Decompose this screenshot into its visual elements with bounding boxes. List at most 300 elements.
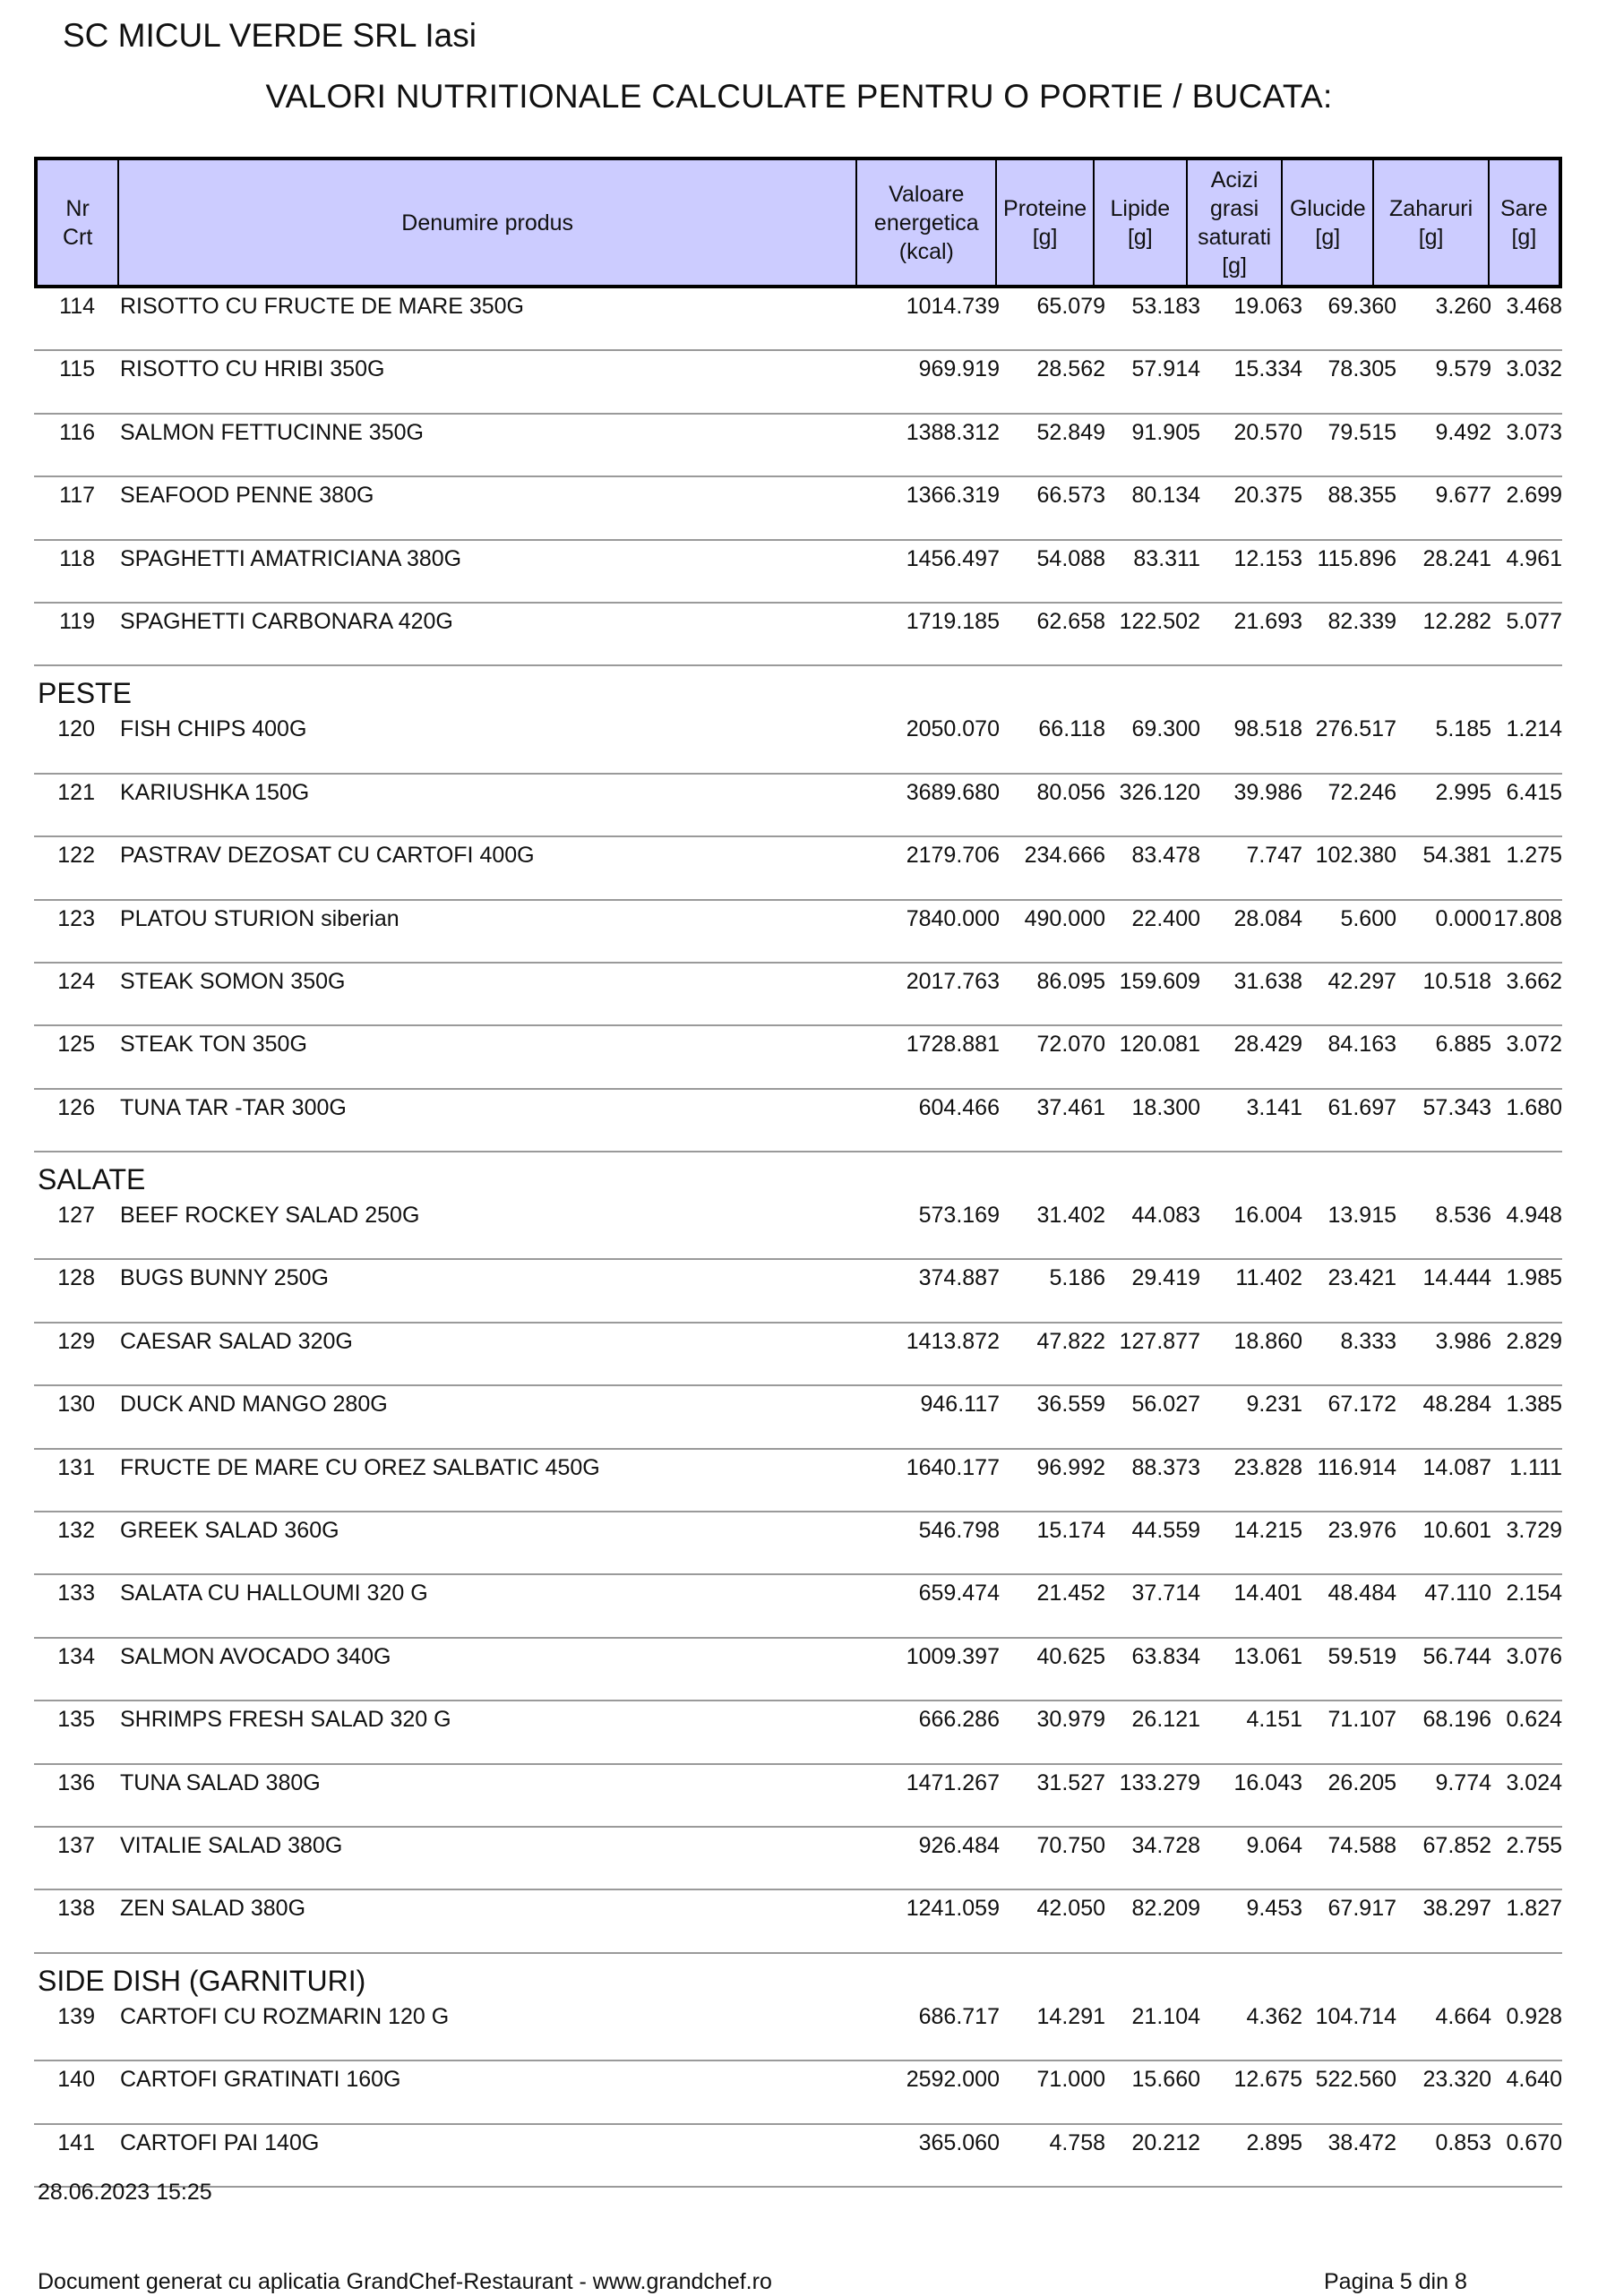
energy-kcal: 7840.000 bbox=[906, 905, 1000, 931]
column-header-line: Proteine bbox=[1003, 195, 1087, 221]
table-row bbox=[34, 2061, 1562, 2124]
sugars-value: 10.518 bbox=[1422, 968, 1491, 994]
protein-value: 80.056 bbox=[1036, 779, 1105, 805]
column-header-energy bbox=[856, 158, 996, 287]
lipids-value: 56.027 bbox=[1131, 1392, 1200, 1418]
product-name: SPAGHETTI AMATRICIANA 380G bbox=[120, 545, 462, 571]
sugars-value: 56.744 bbox=[1422, 1643, 1491, 1669]
energy-kcal: 2050.070 bbox=[906, 716, 1000, 742]
saturated-fat-value: 3.141 bbox=[1246, 1094, 1302, 1120]
protein-value: 66.118 bbox=[1038, 716, 1105, 742]
product-name: VITALIE SALAD 380G bbox=[120, 1832, 343, 1858]
carbs-value: 59.519 bbox=[1327, 1643, 1396, 1669]
protein-value: 36.559 bbox=[1036, 1392, 1105, 1418]
carbs-value: 72.246 bbox=[1327, 779, 1396, 805]
lipids-value: 22.400 bbox=[1131, 905, 1200, 931]
sugars-value: 47.110 bbox=[1424, 1581, 1491, 1606]
carbs-value: 102.380 bbox=[1315, 843, 1396, 869]
table-row bbox=[34, 775, 1562, 837]
table-row bbox=[34, 711, 1562, 774]
energy-kcal: 2592.000 bbox=[906, 2067, 1000, 2093]
column-header-lipids bbox=[1094, 158, 1187, 287]
table-row bbox=[34, 1386, 1562, 1449]
energy-kcal: 969.919 bbox=[918, 356, 1000, 382]
lipids-value: 63.834 bbox=[1131, 1643, 1200, 1669]
table-row bbox=[34, 1026, 1562, 1089]
table-header bbox=[34, 157, 1562, 288]
column-header-line: Zaharuri bbox=[1389, 195, 1473, 221]
salt-value: 1.275 bbox=[1506, 843, 1562, 869]
sugars-value: 23.320 bbox=[1422, 2067, 1491, 2093]
sugars-value: 14.444 bbox=[1422, 1265, 1491, 1291]
table-row bbox=[34, 1324, 1562, 1386]
energy-kcal: 2179.706 bbox=[906, 843, 1000, 869]
energy-kcal: 365.060 bbox=[918, 2129, 1000, 2155]
sugars-value: 0.853 bbox=[1435, 2129, 1491, 2155]
salt-value: 3.662 bbox=[1506, 968, 1562, 994]
table-row bbox=[34, 1090, 1562, 1152]
energy-kcal: 1388.312 bbox=[906, 419, 1000, 445]
saturated-fat-value: 16.004 bbox=[1233, 1203, 1302, 1229]
table-row bbox=[34, 964, 1562, 1026]
energy-kcal: 573.169 bbox=[918, 1203, 1000, 1229]
salt-value: 0.670 bbox=[1506, 2129, 1562, 2155]
sugars-value: 3.260 bbox=[1435, 294, 1491, 319]
carbs-value: 79.515 bbox=[1327, 419, 1396, 445]
row-number: 128 bbox=[57, 1265, 95, 1291]
row-number: 124 bbox=[57, 968, 95, 994]
lipids-value: 80.134 bbox=[1131, 483, 1200, 509]
row-number: 116 bbox=[59, 419, 95, 445]
product-name: CARTOFI PAI 140G bbox=[120, 2129, 320, 2155]
document-title: VALORI NUTRITIONALE CALCULATE PENTRU O PORTIE / BUCATA: bbox=[265, 78, 1333, 115]
energy-kcal: 374.887 bbox=[918, 1265, 1000, 1291]
energy-kcal: 946.117 bbox=[920, 1392, 1000, 1418]
column-header-sugars bbox=[1373, 158, 1488, 287]
column-header-line: Valoare bbox=[889, 181, 965, 207]
saturated-fat-value: 4.151 bbox=[1246, 1707, 1302, 1733]
saturated-fat-value: 19.063 bbox=[1233, 294, 1302, 319]
product-name: CARTOFI CU ROZMARIN 120 G bbox=[120, 2003, 450, 2029]
page-number: Pagina 5 din 8 bbox=[1324, 2269, 1467, 2294]
carbs-value: 104.714 bbox=[1315, 2003, 1396, 2029]
table-row bbox=[34, 1890, 1562, 1953]
saturated-fat-value: 12.675 bbox=[1233, 2067, 1302, 2093]
sugars-value: 28.241 bbox=[1422, 545, 1491, 571]
saturated-fat-value: 39.986 bbox=[1233, 779, 1302, 805]
lipids-value: 326.120 bbox=[1119, 779, 1200, 805]
row-number: 129 bbox=[57, 1328, 95, 1354]
table-row bbox=[34, 1765, 1562, 1828]
saturated-fat-value: 9.231 bbox=[1246, 1392, 1302, 1418]
protein-value: 52.849 bbox=[1036, 419, 1105, 445]
row-number: 123 bbox=[57, 905, 95, 931]
product-name: SALATA CU HALLOUMI 320 G bbox=[120, 1581, 428, 1606]
protein-value: 490.000 bbox=[1024, 905, 1105, 931]
column-header-line: Crt bbox=[62, 224, 93, 250]
energy-kcal: 926.484 bbox=[918, 1832, 1000, 1858]
row-number: 136 bbox=[57, 1769, 95, 1795]
salt-value: 1.214 bbox=[1506, 716, 1562, 742]
product-name: CARTOFI GRATINATI 160G bbox=[120, 2067, 401, 2093]
company-name: SC MICUL VERDE SRL Iasi bbox=[63, 17, 477, 54]
lipids-value: 120.081 bbox=[1119, 1032, 1200, 1058]
saturated-fat-value: 15.334 bbox=[1233, 356, 1302, 382]
protein-value: 31.402 bbox=[1036, 1203, 1105, 1229]
table-row bbox=[34, 1260, 1562, 1323]
salt-value: 1.680 bbox=[1506, 1094, 1562, 1120]
product-name: FISH CHIPS 400G bbox=[120, 716, 307, 742]
footer-generated-text: Document generat cu aplicatia GrandChef-Restaurant - www.grandchef.ro bbox=[38, 2269, 772, 2294]
saturated-fat-value: 9.064 bbox=[1246, 1832, 1302, 1858]
column-header-line: Acizi bbox=[1210, 167, 1259, 193]
table-row bbox=[34, 1575, 1562, 1638]
section-header bbox=[34, 666, 1562, 711]
product-name: KARIUSHKA 150G bbox=[120, 779, 310, 805]
saturated-fat-value: 18.860 bbox=[1233, 1328, 1302, 1354]
lipids-value: 82.209 bbox=[1131, 1896, 1200, 1922]
row-number: 118 bbox=[59, 545, 95, 571]
lipids-value: 57.914 bbox=[1131, 356, 1200, 382]
carbs-value: 116.914 bbox=[1317, 1454, 1396, 1480]
carbs-value: 82.339 bbox=[1327, 608, 1396, 634]
lipids-value: 15.660 bbox=[1131, 2067, 1200, 2093]
sugars-value: 9.774 bbox=[1435, 1769, 1491, 1795]
carbs-value: 5.600 bbox=[1340, 905, 1396, 931]
product-name: PLATOU STURION siberian bbox=[120, 905, 400, 931]
carbs-value: 74.588 bbox=[1327, 1832, 1396, 1858]
table-row bbox=[34, 2125, 1562, 2188]
product-name: SPAGHETTI CARBONARA 420G bbox=[120, 608, 453, 634]
carbs-value: 67.172 bbox=[1327, 1392, 1396, 1418]
column-header-name bbox=[118, 158, 856, 287]
product-name: STEAK TON 350G bbox=[120, 1032, 307, 1058]
column-header-line: [g] bbox=[1032, 224, 1058, 250]
carbs-value: 522.560 bbox=[1315, 2067, 1396, 2093]
protein-value: 65.079 bbox=[1036, 294, 1105, 319]
protein-value: 71.000 bbox=[1036, 2067, 1105, 2093]
carbs-value: 48.484 bbox=[1327, 1581, 1396, 1606]
salt-value: 2.699 bbox=[1506, 483, 1562, 509]
saturated-fat-value: 14.215 bbox=[1233, 1518, 1302, 1544]
row-number: 133 bbox=[57, 1581, 95, 1606]
section-title: PESTE bbox=[38, 677, 132, 710]
protein-value: 72.070 bbox=[1036, 1032, 1105, 1058]
product-name: SHRIMPS FRESH SALAD 320 G bbox=[120, 1707, 451, 1733]
table-row bbox=[34, 1197, 1562, 1260]
product-name: SEAFOOD PENNE 380G bbox=[120, 483, 374, 509]
section-header bbox=[34, 1152, 1562, 1197]
sugars-value: 68.196 bbox=[1422, 1707, 1491, 1733]
column-header-line: Denumire produs bbox=[401, 210, 574, 236]
energy-kcal: 1471.267 bbox=[906, 1769, 1000, 1795]
lipids-value: 83.311 bbox=[1133, 545, 1200, 571]
lipids-value: 83.478 bbox=[1131, 843, 1200, 869]
energy-kcal: 686.717 bbox=[918, 2003, 1000, 2029]
table-row bbox=[34, 1999, 1562, 2061]
table-row bbox=[34, 541, 1562, 604]
carbs-value: 42.297 bbox=[1327, 968, 1396, 994]
sugars-value: 3.986 bbox=[1435, 1328, 1491, 1354]
product-name: SALMON FETTUCINNE 350G bbox=[120, 419, 424, 445]
salt-value: 6.415 bbox=[1506, 779, 1562, 805]
carbs-value: 276.517 bbox=[1315, 716, 1396, 742]
saturated-fat-value: 20.570 bbox=[1233, 419, 1302, 445]
section-title: SIDE DISH (GARNITURI) bbox=[38, 1964, 366, 1997]
saturated-fat-value: 98.518 bbox=[1233, 716, 1302, 742]
row-number: 126 bbox=[57, 1094, 95, 1120]
energy-kcal: 1413.872 bbox=[906, 1328, 1000, 1354]
lipids-value: 37.714 bbox=[1131, 1581, 1200, 1606]
salt-value: 1.111 bbox=[1509, 1454, 1562, 1480]
protein-value: 70.750 bbox=[1036, 1832, 1105, 1858]
column-header-line: Glucide bbox=[1289, 195, 1366, 221]
energy-kcal: 1728.881 bbox=[906, 1032, 1000, 1058]
carbs-value: 23.421 bbox=[1327, 1265, 1396, 1291]
column-header-protein bbox=[996, 158, 1093, 287]
product-name: DUCK AND MANGO 280G bbox=[120, 1392, 388, 1418]
row-number: 114 bbox=[59, 294, 95, 319]
salt-value: 3.024 bbox=[1506, 1769, 1562, 1795]
lipids-value: 53.183 bbox=[1131, 294, 1200, 319]
lipids-value: 133.279 bbox=[1119, 1769, 1200, 1795]
energy-kcal: 1009.397 bbox=[906, 1643, 1000, 1669]
salt-value: 3.032 bbox=[1506, 356, 1562, 382]
protein-value: 4.758 bbox=[1049, 2129, 1105, 2155]
product-name: ZEN SALAD 380G bbox=[120, 1896, 306, 1922]
energy-kcal: 1456.497 bbox=[906, 545, 1000, 571]
table-row bbox=[34, 1701, 1562, 1764]
sugars-value: 9.492 bbox=[1435, 419, 1491, 445]
protein-value: 5.186 bbox=[1049, 1265, 1105, 1291]
sugars-value: 57.343 bbox=[1422, 1094, 1491, 1120]
row-number: 139 bbox=[57, 2003, 95, 2029]
product-name: BUGS BUNNY 250G bbox=[120, 1265, 329, 1291]
protein-value: 31.527 bbox=[1036, 1769, 1105, 1795]
column-header-line: [g] bbox=[1511, 224, 1537, 250]
sugars-value: 4.664 bbox=[1435, 2003, 1491, 2029]
protein-value: 42.050 bbox=[1036, 1896, 1105, 1922]
protein-value: 14.291 bbox=[1036, 2003, 1105, 2029]
saturated-fat-value: 11.402 bbox=[1235, 1265, 1302, 1291]
protein-value: 28.562 bbox=[1036, 356, 1105, 382]
saturated-fat-value: 20.375 bbox=[1233, 483, 1302, 509]
saturated-fat-value: 28.429 bbox=[1233, 1032, 1302, 1058]
salt-value: 2.154 bbox=[1506, 1581, 1562, 1606]
column-header-line: [g] bbox=[1127, 224, 1153, 250]
protein-value: 40.625 bbox=[1036, 1643, 1105, 1669]
salt-value: 0.624 bbox=[1506, 1707, 1562, 1733]
row-number: 137 bbox=[57, 1832, 95, 1858]
protein-value: 54.088 bbox=[1036, 545, 1105, 571]
salt-value: 3.076 bbox=[1506, 1643, 1562, 1669]
salt-value: 2.755 bbox=[1506, 1832, 1562, 1858]
energy-kcal: 1014.739 bbox=[906, 294, 1000, 319]
row-number: 134 bbox=[57, 1643, 95, 1669]
sugars-value: 38.297 bbox=[1422, 1896, 1491, 1922]
product-name: RISOTTO CU FRUCTE DE MARE 350G bbox=[120, 294, 524, 319]
carbs-value: 69.360 bbox=[1327, 294, 1396, 319]
row-number: 131 bbox=[57, 1454, 95, 1480]
row-number: 138 bbox=[57, 1896, 95, 1922]
salt-value: 3.729 bbox=[1506, 1518, 1562, 1544]
product-name: GREEK SALAD 360G bbox=[120, 1518, 339, 1544]
lipids-value: 127.877 bbox=[1119, 1328, 1200, 1354]
saturated-fat-value: 14.401 bbox=[1233, 1581, 1302, 1606]
column-header-line: [g] bbox=[1418, 224, 1444, 250]
row-number: 115 bbox=[59, 356, 95, 382]
energy-kcal: 659.474 bbox=[918, 1581, 1000, 1606]
carbs-value: 38.472 bbox=[1327, 2129, 1396, 2155]
salt-value: 1.985 bbox=[1506, 1265, 1562, 1291]
column-header-line: Nr bbox=[65, 195, 90, 221]
row-number: 127 bbox=[57, 1203, 95, 1229]
carbs-value: 67.917 bbox=[1327, 1896, 1396, 1922]
table-row bbox=[34, 1450, 1562, 1512]
saturated-fat-value: 21.693 bbox=[1233, 608, 1302, 634]
energy-kcal: 666.286 bbox=[918, 1707, 1000, 1733]
table-row bbox=[34, 1828, 1562, 1890]
product-name: BEEF ROCKEY SALAD 250G bbox=[120, 1203, 420, 1229]
saturated-fat-value: 13.061 bbox=[1233, 1643, 1302, 1669]
saturated-fat-value: 31.638 bbox=[1233, 968, 1302, 994]
salt-value: 2.829 bbox=[1506, 1328, 1562, 1354]
column-header-line: grasi bbox=[1209, 195, 1259, 221]
sugars-value: 5.185 bbox=[1435, 716, 1491, 742]
protein-value: 66.573 bbox=[1036, 483, 1105, 509]
product-name: TUNA SALAD 380G bbox=[120, 1769, 321, 1795]
table-row bbox=[34, 837, 1562, 900]
row-number: 141 bbox=[57, 2129, 95, 2155]
row-number: 130 bbox=[57, 1392, 95, 1418]
table-row bbox=[34, 901, 1562, 964]
column-header-line: [g] bbox=[1222, 253, 1247, 278]
lipids-value: 69.300 bbox=[1131, 716, 1200, 742]
energy-kcal: 1366.319 bbox=[906, 483, 1000, 509]
saturated-fat-value: 9.453 bbox=[1246, 1896, 1302, 1922]
protein-value: 47.822 bbox=[1036, 1328, 1105, 1354]
product-name: TUNA TAR -TAR 300G bbox=[120, 1094, 347, 1120]
protein-value: 30.979 bbox=[1036, 1707, 1105, 1733]
saturated-fat-value: 16.043 bbox=[1233, 1769, 1302, 1795]
salt-value: 4.640 bbox=[1506, 2067, 1562, 2093]
carbs-value: 61.697 bbox=[1327, 1094, 1396, 1120]
sugars-value: 48.284 bbox=[1422, 1392, 1491, 1418]
row-number: 117 bbox=[59, 483, 95, 509]
row-number: 135 bbox=[57, 1707, 95, 1733]
energy-kcal: 604.466 bbox=[918, 1094, 1000, 1120]
lipids-value: 159.609 bbox=[1119, 968, 1200, 994]
column-header-nr bbox=[36, 158, 118, 287]
sugars-value: 14.087 bbox=[1422, 1454, 1491, 1480]
energy-kcal: 546.798 bbox=[918, 1518, 1000, 1544]
section-title: SALATE bbox=[38, 1163, 146, 1196]
column-header-salt bbox=[1489, 158, 1560, 287]
sugars-value: 9.579 bbox=[1435, 356, 1491, 382]
column-header-line: [g] bbox=[1315, 224, 1341, 250]
salt-value: 3.468 bbox=[1506, 294, 1562, 319]
lipids-value: 44.559 bbox=[1131, 1518, 1200, 1544]
protein-value: 234.666 bbox=[1024, 843, 1105, 869]
lipids-value: 91.905 bbox=[1131, 419, 1200, 445]
table-body bbox=[34, 288, 1562, 2188]
protein-value: 21.452 bbox=[1036, 1581, 1105, 1606]
carbs-value: 8.333 bbox=[1340, 1328, 1396, 1354]
saturated-fat-value: 28.084 bbox=[1233, 905, 1302, 931]
salt-value: 1.827 bbox=[1506, 1896, 1562, 1922]
lipids-value: 18.300 bbox=[1131, 1094, 1200, 1120]
table-row bbox=[34, 415, 1562, 477]
table-row bbox=[34, 1512, 1562, 1575]
lipids-value: 88.373 bbox=[1131, 1454, 1200, 1480]
row-number: 121 bbox=[57, 779, 95, 805]
product-name: CAESAR SALAD 320G bbox=[120, 1328, 353, 1354]
row-number: 119 bbox=[59, 608, 95, 634]
column-header-line: (kcal) bbox=[898, 238, 954, 264]
column-header-saturated-fat bbox=[1187, 158, 1282, 287]
lipids-value: 122.502 bbox=[1119, 608, 1200, 634]
sugars-value: 10.601 bbox=[1422, 1518, 1491, 1544]
row-number: 132 bbox=[57, 1518, 95, 1544]
energy-kcal: 1719.185 bbox=[906, 608, 1000, 634]
protein-value: 37.461 bbox=[1036, 1094, 1105, 1120]
section-header bbox=[34, 1954, 1562, 1999]
table-row bbox=[34, 1639, 1562, 1701]
carbs-value: 13.915 bbox=[1327, 1203, 1396, 1229]
row-number: 125 bbox=[57, 1032, 95, 1058]
saturated-fat-value: 7.747 bbox=[1246, 843, 1302, 869]
sugars-value: 54.381 bbox=[1422, 843, 1491, 869]
product-name: FRUCTE DE MARE CU OREZ SALBATIC 450G bbox=[120, 1454, 600, 1480]
salt-value: 5.077 bbox=[1506, 608, 1562, 634]
row-number: 140 bbox=[57, 2067, 95, 2093]
row-number: 122 bbox=[57, 843, 95, 869]
lipids-value: 29.419 bbox=[1131, 1265, 1200, 1291]
salt-value: 0.928 bbox=[1506, 2003, 1562, 2029]
column-header-line: energetica bbox=[873, 210, 979, 236]
saturated-fat-value: 12.153 bbox=[1233, 545, 1302, 571]
lipids-value: 44.083 bbox=[1131, 1203, 1200, 1229]
sugars-value: 6.885 bbox=[1435, 1032, 1491, 1058]
protein-value: 96.992 bbox=[1036, 1454, 1105, 1480]
lipids-value: 26.121 bbox=[1131, 1707, 1200, 1733]
carbs-value: 84.163 bbox=[1327, 1032, 1396, 1058]
lipids-value: 34.728 bbox=[1131, 1832, 1200, 1858]
footer-date: 28.06.2023 15:25 bbox=[38, 2180, 212, 2205]
product-name: SALMON AVOCADO 340G bbox=[120, 1643, 391, 1669]
carbs-value: 115.896 bbox=[1317, 545, 1396, 571]
energy-kcal: 3689.680 bbox=[906, 779, 1000, 805]
protein-value: 86.095 bbox=[1036, 968, 1105, 994]
column-header-line: Lipide bbox=[1110, 195, 1171, 221]
lipids-value: 21.104 bbox=[1131, 2003, 1200, 2029]
sugars-value: 9.677 bbox=[1435, 483, 1491, 509]
table-row bbox=[34, 477, 1562, 540]
saturated-fat-value: 2.895 bbox=[1246, 2129, 1302, 2155]
sugars-value: 12.282 bbox=[1422, 608, 1491, 634]
saturated-fat-value: 4.362 bbox=[1246, 2003, 1302, 2029]
carbs-value: 23.976 bbox=[1327, 1518, 1396, 1544]
salt-value: 17.808 bbox=[1493, 905, 1562, 931]
row-number: 120 bbox=[57, 716, 95, 742]
lipids-value: 20.212 bbox=[1131, 2129, 1200, 2155]
carbs-value: 26.205 bbox=[1327, 1769, 1396, 1795]
product-name: RISOTTO CU HRIBI 350G bbox=[120, 356, 385, 382]
column-header-carbs bbox=[1282, 158, 1373, 287]
product-name: STEAK SOMON 350G bbox=[120, 968, 346, 994]
product-name: PASTRAV DEZOSAT CU CARTOFI 400G bbox=[120, 843, 535, 869]
sugars-value: 67.852 bbox=[1422, 1832, 1491, 1858]
